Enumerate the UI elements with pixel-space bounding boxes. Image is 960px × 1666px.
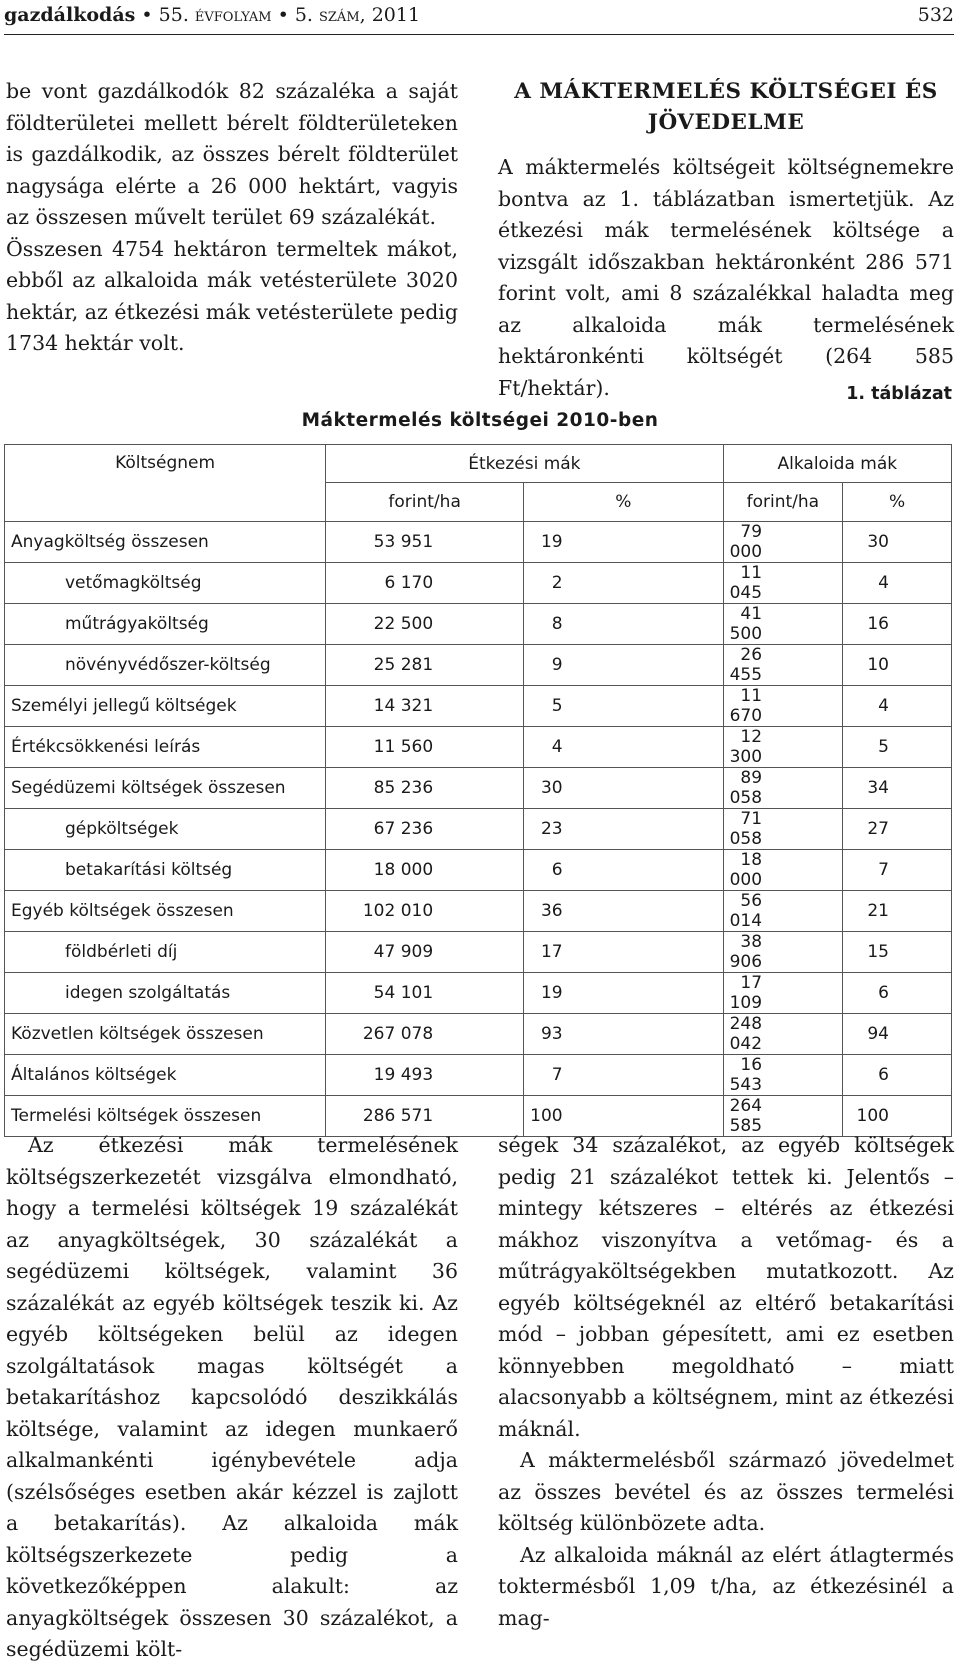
cell-alkaloid-ft: 12 300: [723, 726, 842, 767]
cell-alkaloid-pct: 5: [843, 726, 952, 767]
cell-alkaloid-ft: 71 058: [723, 808, 842, 849]
header-separator: •: [271, 4, 295, 26]
column-header-percent: %: [843, 483, 952, 521]
right-column-bottom: [498, 1130, 954, 1634]
cell-culinary-pct: 36: [524, 890, 723, 931]
cell-alkaloid-pct: 34: [843, 767, 952, 808]
cell-alkaloid-ft: 41 500: [723, 603, 842, 644]
row-label: növényvédőszer-költség: [5, 644, 326, 685]
table-row: [5, 931, 952, 972]
cell-alkaloid-ft: 18 000: [723, 849, 842, 890]
row-label: Értékcsökkenési leírás: [5, 726, 326, 767]
row-label: idegen szolgáltatás: [5, 972, 326, 1013]
cell-culinary-pct: 2: [524, 562, 723, 603]
cell-alkaloid-pct: 10: [843, 644, 952, 685]
cell-alkaloid-pct: 15: [843, 931, 952, 972]
table-header-row: [5, 445, 952, 483]
paragraph: Az étkezési mák termelésének költségszerkezetét vizsgálva elmondható, hogy a termelési költségek 19 százalékát az anyagköltségek, 30 százalékát a segédüzemi költségek, valamint 36 százalékát az egyéb költségek teszik ki. Az egyéb költségeken belül az idegen szolgáltatások magas költségét a betakarításhoz kapcsolódó deszikkálás költsége, valamint az idegen munkaerő alkalmankénti igénybevétele adja (szélsőséges esetben akár kézzel is zajlott a betakarítás). Az alkaloida mák költségszerkezete pedig a következőképpen alakult: az anyagköltségek összesen 30 százalékot, a segédüzemi költ-: [6, 1133, 458, 1661]
row-label: Anyagköltség összesen: [5, 521, 326, 562]
row-label: gépköltségek: [5, 808, 326, 849]
cell-alkaloid-ft: 79 000: [723, 521, 842, 562]
cell-culinary-ft: 102 010: [326, 890, 524, 931]
cell-culinary-ft: 18 000: [326, 849, 524, 890]
table-row: [5, 972, 952, 1013]
cell-alkaloid-pct: 6: [843, 972, 952, 1013]
section-heading: A MÁKTERMELÉS KÖLTSÉGEI ÉS JÖVEDELME: [514, 79, 938, 135]
cell-culinary-ft: 85 236: [326, 767, 524, 808]
cell-culinary-ft: 19 493: [326, 1054, 524, 1095]
cell-culinary-pct: 93: [524, 1013, 723, 1054]
cell-alkaloid-ft: 264 585: [723, 1095, 842, 1136]
table-row: [5, 562, 952, 603]
cell-culinary-ft: 286 571: [326, 1095, 524, 1136]
table-row: [5, 685, 952, 726]
journal-title: gazdálkodás: [4, 4, 136, 26]
cell-alkaloid-ft: 248 042: [723, 1013, 842, 1054]
cell-alkaloid-ft: 11 670: [723, 685, 842, 726]
column-header-group-culinary: Étkezési mák: [326, 445, 723, 483]
cell-culinary-ft: 54 101: [326, 972, 524, 1013]
table-row: [5, 1054, 952, 1095]
left-column-top: [6, 76, 458, 360]
cell-alkaloid-pct: 7: [843, 849, 952, 890]
volume-label: 55. évfolyam: [158, 4, 272, 26]
cell-culinary-pct: 4: [524, 726, 723, 767]
cell-alkaloid-ft: 11 045: [723, 562, 842, 603]
table-row: [5, 1013, 952, 1054]
row-label: Egyéb költségek összesen: [5, 890, 326, 931]
cell-culinary-pct: 30: [524, 767, 723, 808]
paragraph: A máktermelés költségeit költségnemekre bontva az 1. táblázatban ismertetjük. Az étkezési mák termelésének költsége a vizsgált időszakban hektáronként 286 571 forint volt, ami 8 százalékkal haladta meg az alkaloida mák termelésének hektáronkénti költségét (264 585 Ft/hektár).: [498, 155, 954, 400]
cell-alkaloid-ft: 17 109: [723, 972, 842, 1013]
cell-alkaloid-pct: 100: [843, 1095, 952, 1136]
column-header-cost-type: Költségnem: [5, 445, 326, 522]
cell-alkaloid-ft: 16 543: [723, 1054, 842, 1095]
cell-culinary-ft: 22 500: [326, 603, 524, 644]
cell-culinary-pct: 8: [524, 603, 723, 644]
paragraph: Az alkaloida máknál az elért átlagtermés toktermésből 1,09 t/ha, az étkezésinél a mag-: [498, 1542, 954, 1630]
cost-table: [4, 444, 952, 1137]
table-row: [5, 726, 952, 767]
cell-culinary-ft: 47 909: [326, 931, 524, 972]
table-row: [5, 849, 952, 890]
issue-label: 5. szám, 2011: [294, 4, 421, 26]
cell-culinary-pct: 17: [524, 931, 723, 972]
row-label: műtrágyaköltség: [5, 603, 326, 644]
row-label: földbérleti díj: [5, 931, 326, 972]
table-row: [5, 521, 952, 562]
paragraph: ségek 34 százalékot, az egyéb költségek pedig 21 százalékot tettek ki. Jelentős – mintegy kétszeres – eltérés az étkezési mákhoz viszonyítva a vetőmag- és a műtrágyaköltségekben mutatkozott. Az egyéb költségeknél az eltérő betakarítási mód – jobban gépesített, ami ez esetben könnyebben megoldható – miatt alacsonyabb a költségnem, mint az étkezési máknál.: [498, 1133, 954, 1441]
cell-culinary-pct: 19: [524, 521, 723, 562]
paragraph: be vont gazdálkodók 82 százaléka a saját földterületei mellett bérelt földterületeken is gazdálkodik, az összes bérelt földterület nagysága elérte a 26 000 hektárt, vagyis az összesen művelt terület 69 százalékát.: [6, 79, 458, 229]
cell-culinary-pct: 9: [524, 644, 723, 685]
cell-culinary-pct: 100: [524, 1095, 723, 1136]
table-row: [5, 767, 952, 808]
table-row: [5, 603, 952, 644]
column-header-unit: forint/ha: [326, 483, 524, 521]
table-number: 1. táblázat: [846, 384, 952, 404]
cell-culinary-pct: 6: [524, 849, 723, 890]
cell-alkaloid-pct: 94: [843, 1013, 952, 1054]
cell-alkaloid-ft: 56 014: [723, 890, 842, 931]
cell-culinary-pct: 23: [524, 808, 723, 849]
cell-culinary-ft: 53 951: [326, 521, 524, 562]
row-label: Általános költségek: [5, 1054, 326, 1095]
cell-culinary-ft: 14 321: [326, 685, 524, 726]
cell-alkaloid-pct: 30: [843, 521, 952, 562]
paragraph: A máktermelésből származó jövedelmet az összes bevétel és az összes termelési költség különbözete adta.: [498, 1448, 954, 1535]
paragraph: Összesen 4754 hektáron termeltek mákot, ebből az alkaloida mák vetésterülete 3020 hektár, az étkezési mák vetésterülete pedig 1734 hektár volt.: [6, 236, 458, 355]
table-title: Máktermelés költségei 2010-ben: [301, 410, 659, 431]
right-column-top: [498, 76, 954, 404]
row-label: Termelési költségek összesen: [5, 1095, 326, 1136]
cell-alkaloid-ft: 89 058: [723, 767, 842, 808]
cell-alkaloid-ft: 38 906: [723, 931, 842, 972]
page-number: 532: [917, 4, 954, 26]
cell-alkaloid-pct: 4: [843, 685, 952, 726]
cell-alkaloid-pct: 16: [843, 603, 952, 644]
cell-alkaloid-ft: 26 455: [723, 644, 842, 685]
cell-culinary-pct: 5: [524, 685, 723, 726]
row-label: Személyi jellegű költségek: [5, 685, 326, 726]
column-header-unit: forint/ha: [723, 483, 842, 521]
row-label: Segédüzemi költségek összesen: [5, 767, 326, 808]
table-row: [5, 808, 952, 849]
cell-culinary-ft: 267 078: [326, 1013, 524, 1054]
table-row: [5, 644, 952, 685]
row-label: Közvetlen költségek összesen: [5, 1013, 326, 1054]
column-header-percent: %: [524, 483, 723, 521]
cell-alkaloid-pct: 21: [843, 890, 952, 931]
journal-info: [4, 4, 420, 26]
column-header-group-alkaloid: Alkaloida mák: [723, 445, 951, 483]
cell-culinary-ft: 6 170: [326, 562, 524, 603]
left-column-bottom: [6, 1130, 458, 1666]
table-row: [5, 890, 952, 931]
running-header: [4, 0, 954, 35]
cell-culinary-pct: 7: [524, 1054, 723, 1095]
cell-alkaloid-pct: 4: [843, 562, 952, 603]
cell-culinary-pct: 19: [524, 972, 723, 1013]
cell-culinary-ft: 25 281: [326, 644, 524, 685]
row-label: vetőmagköltség: [5, 562, 326, 603]
row-label: betakarítási költség: [5, 849, 326, 890]
header-separator: •: [135, 4, 159, 26]
cell-alkaloid-pct: 27: [843, 808, 952, 849]
cell-alkaloid-pct: 6: [843, 1054, 952, 1095]
cell-culinary-ft: 67 236: [326, 808, 524, 849]
cell-culinary-ft: 11 560: [326, 726, 524, 767]
